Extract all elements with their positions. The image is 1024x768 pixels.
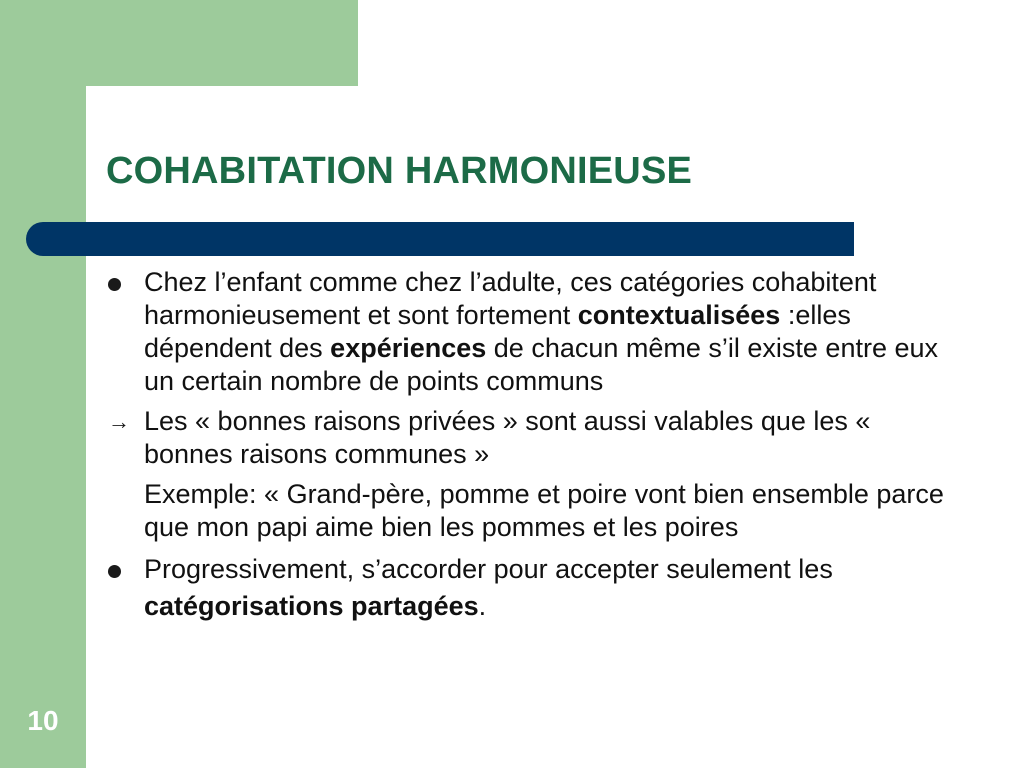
slide-body — [108, 266, 964, 632]
paragraph-text: de chacun même s’il existe entre eux un certain nombre de points communs — [144, 333, 939, 396]
bullet-dot-icon — [108, 278, 121, 291]
left-accent-band — [0, 0, 86, 768]
paragraph-text: Progressivement, s’accorder pour accepter seulement les — [144, 554, 833, 584]
paragraph-text: Les « bonnes raisons privées » sont aussi valables que les « bonnes raisons communes » — [144, 406, 871, 469]
top-accent-band — [0, 0, 358, 86]
arrow-paragraph — [108, 405, 964, 471]
slide-title: COHABITATION HARMONIEUSE — [106, 150, 693, 192]
paragraph-text: . — [478, 591, 487, 621]
page-number: 10 — [27, 705, 59, 736]
paragraph-text: Chez l’enfant comme chez l’adulte, ces catégories cohabitent harmonieusement et sont fortement — [144, 267, 877, 330]
title-underline-bar — [26, 222, 854, 256]
paragraph-text: Exemple: « Grand-père, pomme et poire vont bien ensemble parce que mon papi aime bien les pommes et les poires — [144, 479, 944, 542]
bullet-paragraph-2 — [144, 551, 964, 625]
example-paragraph — [144, 478, 964, 544]
emphasis-contextualisees: contextualisées — [577, 300, 781, 330]
emphasis-categorisations-partagees: catégorisations partagées — [144, 591, 479, 621]
bullet-paragraph-1 — [144, 266, 964, 398]
emphasis-experiences: expériences — [330, 333, 487, 363]
arrow-right-icon: → — [108, 409, 130, 434]
bullet-dot-icon — [108, 565, 121, 578]
paragraph-text: :elles dépendent des — [144, 300, 851, 363]
